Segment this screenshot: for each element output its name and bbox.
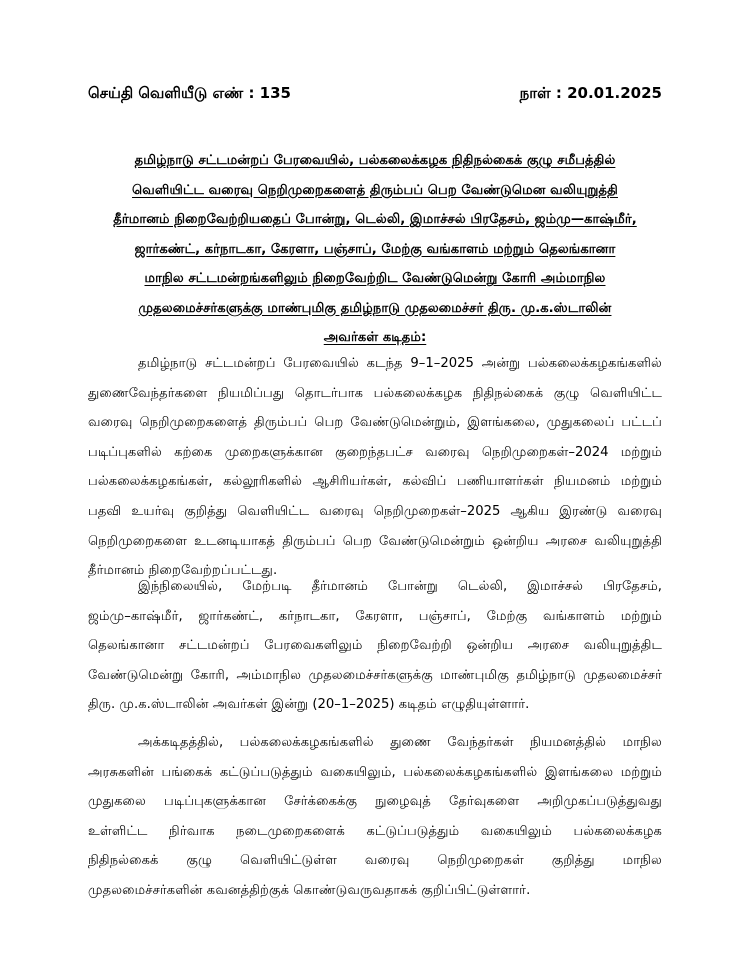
paragraph-line: வேண்டுமென்று கோரி, அம்மாநில முதலமைச்சர்களுக்கு மாண்புமிகு தமிழ்நாடு முதலமைச்சர் — [88, 667, 662, 683]
paragraph-line: தீர்மானம் நிறைவேற்றப்பட்டது. — [88, 563, 278, 579]
release-title — [100, 146, 650, 353]
paragraph-line: பதவி உயர்வு குறித்து வெளியிட்ட வரைவு நெறிமுறைகள்–2025 ஆகிய இரண்டு வரைவு — [88, 503, 662, 519]
paragraph-line: வரைவு நெறிமுறைகளைத் திரும்பப் பெற வேண்டுமென்றும், இளங்கலை, முதுகலைப் பட்டப் — [88, 415, 662, 431]
paragraph-line: தெலங்கானா சட்டமன்றப் பேரவைகளிலும் நிறைவேற்றி ஒன்றிய அரசை வலியுறுத்திட — [88, 638, 662, 654]
title-line: மாநில சட்டமன்றங்களிலும் நிறைவேற்றிட வேண்டுமென்று கோரி அம்மாநில — [144, 271, 606, 286]
paragraph-line: இந்நிலையில், மேற்படி தீர்மானம் போன்று டெல்லி, இமாச்சல் பிரதேசம், — [138, 579, 662, 594]
release-number: செய்தி வெளியீடு எண் : 135 — [88, 84, 291, 102]
title-line: தமிழ்நாடு சட்டமன்றப் பேரவையில், பல்கலைக்கழக நிதிநல்கைக் குழு சமீபத்தில் — [134, 153, 616, 168]
paragraph-line: அக்கடிதத்தில், பல்கலைக்கழகங்களில் துணை வேந்தர்கள் நியமனத்தில் மாநில — [138, 735, 662, 750]
paragraph-line: அரசுகளின் பங்கைக் கட்டுப்படுத்தும் வகையிலும், பல்கலைக்கழகங்களில் இளங்கலை மற்றும் — [88, 764, 662, 780]
title-line: ஜார்கண்ட், கர்நாடகா, கேரளா, பஞ்சாப், மேற்கு வங்காளம் மற்றும் தெலங்கானா — [134, 241, 616, 257]
paragraph-line: படிப்புகளில் கற்கை முறைகளுக்கான குறைந்தபட்ச வரைவு நெறிமுறைகள்–2024 மற்றும் — [88, 444, 662, 460]
paragraph-line: திரு. மு.க.ஸ்டாலின் அவர்கள் இன்று (20–1–2025) கடிதம் எழுதியுள்ளார். — [88, 697, 530, 713]
release-date: நாள் : 20.01.2025 — [519, 84, 662, 102]
paragraph-line: பல்கலைக்கழகங்கள், கல்லூரிகளில் ஆசிரியர்கள், கல்விப் பணியாளர்கள் நியமனம் மற்றும் — [88, 474, 662, 490]
paragraph-line: முதுகலை படிப்புகளுக்கான சேர்க்கைக்கு நுழைவுத் தேர்வுகளை அறிமுகப்படுத்துவது — [88, 794, 662, 810]
body-paragraph-1 — [88, 349, 662, 586]
body-paragraph-3 — [88, 728, 662, 906]
release-header — [88, 84, 662, 106]
paragraph-line: நிதிநல்கைக் குழு வெளியிட்டுள்ள வரைவு நெறிமுறைகள் குறித்து மாநில — [88, 853, 662, 869]
title-line: அவர்கள் கடிதம்: — [323, 330, 427, 345]
body-paragraph-2 — [88, 572, 662, 720]
paragraph-line: முதலமைச்சர்களின் கவனத்திற்குக் கொண்டுவருவதாகக் குறிப்பிட்டுள்ளார். — [88, 882, 531, 898]
paragraph-line: துணைவேந்தர்களை நியமிப்பது தொடர்பாக பல்கலைக்கழக நிதிநல்கைக் குழு வெளியிட்ட — [88, 385, 662, 401]
paragraph-line: தமிழ்நாடு சட்டமன்றப் பேரவையில் கடந்த 9–1–2025 அன்று பல்கலைக்கழகங்களில் — [138, 356, 662, 371]
title-line: வெளியிட்ட வரைவு நெறிமுறைகளைத் திரும்பப் பெற வேண்டுமென வலியுறுத்தி — [132, 182, 618, 198]
paragraph-line: உள்ளிட்ட நிர்வாக நடைமுறைகளைக் கட்டுப்படுத்தும் வகையிலும் பல்கலைக்கழக — [88, 823, 662, 839]
title-line: முதலமைச்சர்களுக்கு மாண்புமிகு தமிழ்நாடு முதலமைச்சர் திரு. மு.க.ஸ்டாலின் — [138, 300, 612, 316]
paragraph-line: நெறிமுறைகளை உடனடியாகத் திரும்பப் பெற வேண்டுமென்றும் ஒன்றிய அரசை வலியுறுத்தி — [88, 533, 662, 549]
paragraph-line: ஜம்மு–காஷ்மீர், ஜார்கண்ட், கர்நாடகா, கேரளா, பஞ்சாப், மேற்கு வங்காளம் மற்றும் — [88, 608, 662, 624]
title-line: தீர்மானம் நிறைவேற்றியதைப் போன்று, டெல்லி, இமாச்சல் பிரதேசம், ஜம்மு—காஷ்மீர், — [113, 212, 637, 227]
